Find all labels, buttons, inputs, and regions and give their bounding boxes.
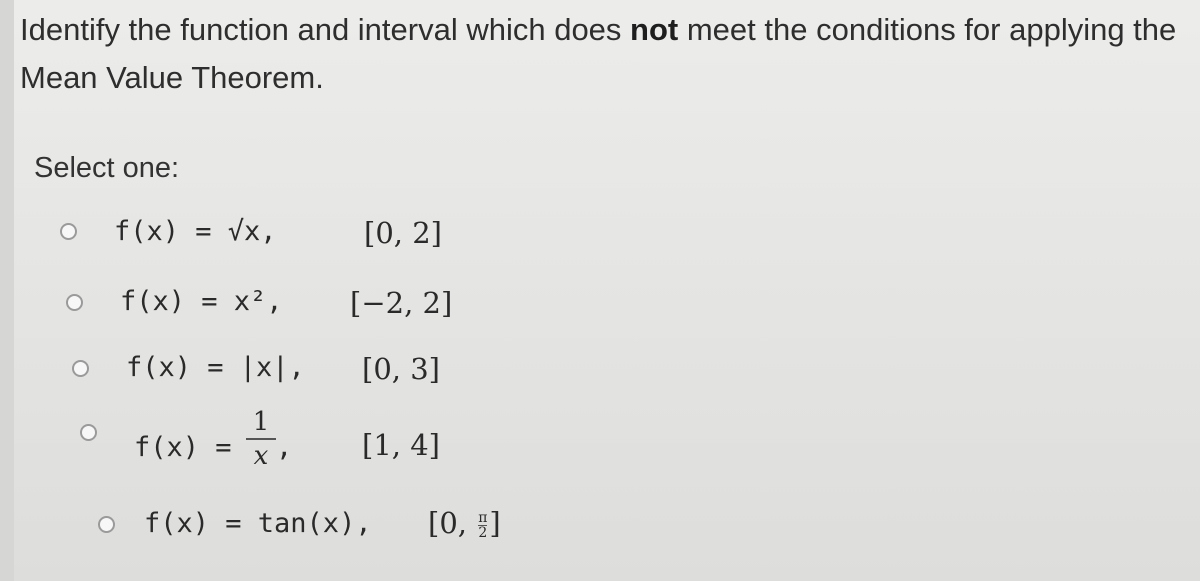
radio-button[interactable] [60,223,77,240]
radio-button[interactable] [66,294,83,311]
question-text [20,6,1200,102]
interval-fraction-den: 2 [478,524,488,541]
option-interval: [1, 4] [362,428,440,462]
option-1[interactable] [0,210,1200,260]
option-function: f(x) = x², [120,286,283,317]
option-fraction [246,408,276,470]
option-4[interactable] [0,408,1200,488]
question-bold: not [630,12,679,47]
option-function: f(x) = |x|, [126,352,305,383]
radio-button[interactable] [98,516,115,533]
question-part1: Identify the function and interval which does [20,12,631,47]
question-line2: Mean Value Theorem. [20,60,324,95]
option-interval [428,506,501,540]
option-interval: [−2, 2] [350,286,453,320]
fraction-numerator: 1 [252,407,270,437]
option-interval: [0, 3] [362,352,440,386]
select-one-label: Select one: [34,152,180,184]
radio-button[interactable] [72,360,89,377]
interval-fraction-num: π [478,509,488,526]
option-function: f(x) = √x, [114,216,277,247]
interval-prefix: [0, [428,506,467,540]
fraction-denominator: x [253,441,269,471]
interval-fraction [478,511,487,540]
option-3[interactable] [0,348,1200,398]
fraction-bar [246,438,276,440]
option-function-suffix: , [276,432,293,463]
interval-suffix: ] [489,506,501,540]
option-function: f(x) = tan(x), [144,508,372,539]
question-part2: meet the conditions for applying the [678,12,1177,47]
option-5[interactable] [0,500,1200,550]
option-function-prefix: f(x) = [134,432,232,463]
option-interval: [0, 2] [364,216,442,250]
radio-button[interactable] [80,424,97,441]
option-2[interactable] [0,282,1200,332]
